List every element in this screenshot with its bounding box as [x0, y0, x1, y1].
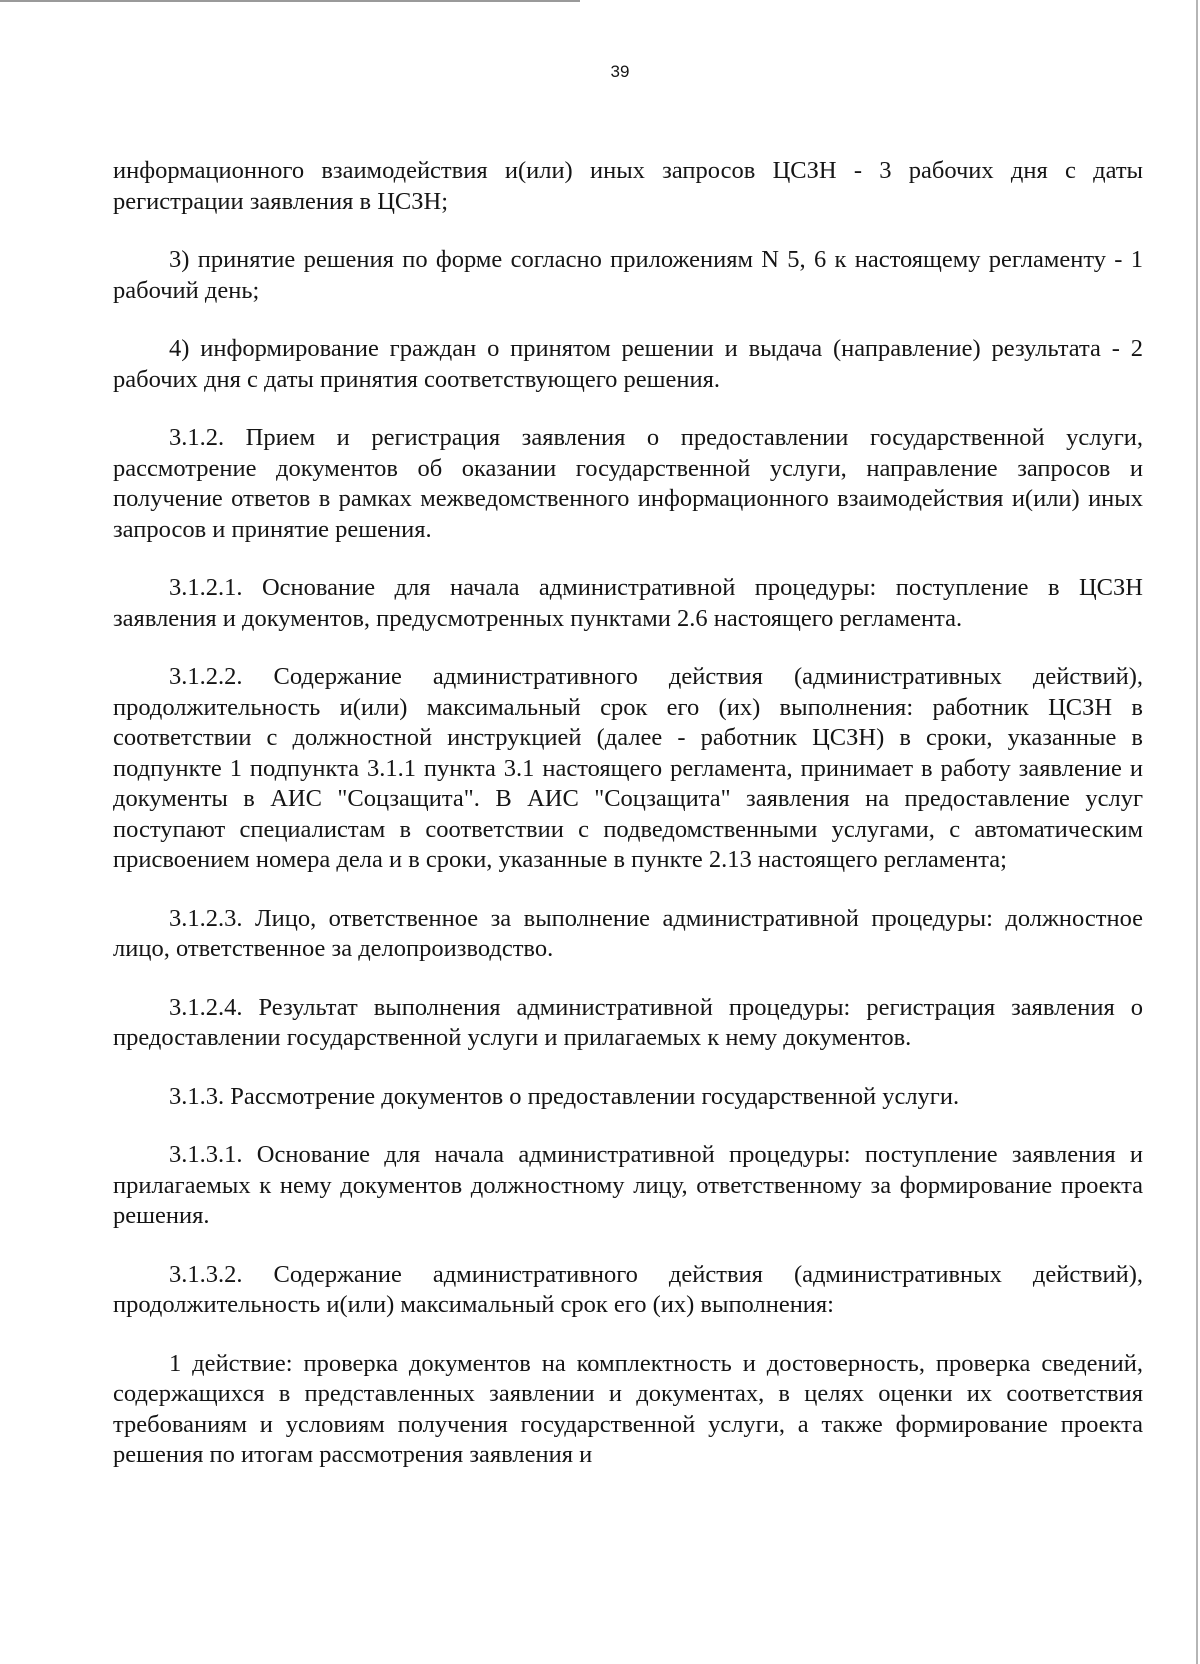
paragraph-3-1-2-1: 3.1.2.1. Основание для начала административной процедуры: поступление в ЦСЗН заявления и документов, предусмотренных пунктами 2.6 настоящего регламента.	[113, 574, 1143, 632]
paragraph-action-1: 1 действие: проверка документов на комплектность и достоверность, проверка сведений, содержащихся в представленных заявлении и документах, в целях оценки их соответствия требованиям и условиям получения государственной услуги, а также формирование проекта решения по итогам рассмотрения заявления и	[113, 1349, 1143, 1468]
paragraph-item-3: 3) принятие решения по форме согласно приложениям N 5, 6 к настоящему регламенту - 1 рабочий день;	[113, 246, 1143, 304]
paragraph-3-1-2: 3.1.2. Прием и регистрация заявления о предоставлении государственной услуги, рассмотрение документов об оказании государственной услуги, направление запросов и получение ответов в рамках межведомственного информационного взаимодействия и(или) иных запросов и принятие решения.	[113, 424, 1143, 543]
paragraph-3-1-3-2: 3.1.3.2. Содержание административного действия (административных действий), продолжительность и(или) максимальный срок его (их) выполнения:	[113, 1260, 1143, 1318]
document-body	[113, 156, 1143, 1499]
paragraph-item-4: 4) информирование граждан о принятом решении и выдача (направление) результата - 2 рабочих дня с даты принятия соответствующего решения.	[113, 335, 1143, 393]
paragraph-3-1-2-4: 3.1.2.4. Результат выполнения административной процедуры: регистрация заявления о предоставлении государственной услуги и прилагаемых к нему документов.	[113, 993, 1143, 1051]
scan-edge-top	[0, 0, 580, 2]
scan-edge-right	[1196, 0, 1198, 1664]
paragraph-3-1-3-1: 3.1.3.1. Основание для начала административной процедуры: поступление заявления и прилагаемых к нему документов должностному лицу, ответственному за формирование проекта решения.	[113, 1141, 1143, 1229]
paragraph-3-1-2-3: 3.1.2.3. Лицо, ответственное за выполнение административной процедуры: должностное лицо, ответственное за делопроизводство.	[113, 904, 1143, 962]
paragraph-continuation: информационного взаимодействия и(или) иных запросов ЦСЗН - 3 рабочих дня с даты регистрации заявления в ЦСЗН;	[113, 157, 1143, 215]
page-number: 39	[610, 62, 630, 81]
paragraph-3-1-3: 3.1.3. Рассмотрение документов о предоставлении государственной услуги.	[169, 1082, 960, 1110]
paragraph-3-1-2-2: 3.1.2.2. Содержание административного действия (административных действий), продолжительность и(или) максимальный срок его (их) выполнения: работник ЦСЗН в соответствии с должностной инструкцией (далее - работник ЦСЗН) в сроки, указанные в подпункте 1 подпункта 3.1.1 пункта 3.1 настоящего регламента, принимает в работу заявление и документы в АИС "Соцзащита". В АИС "Соцзащита" заявления на предоставление услуг поступают специалистам в соответствии с подведомственными услугами, с автоматическим присвоением номера дела и в сроки, указанные в пункте 2.13 настоящего регламента;	[113, 663, 1143, 873]
